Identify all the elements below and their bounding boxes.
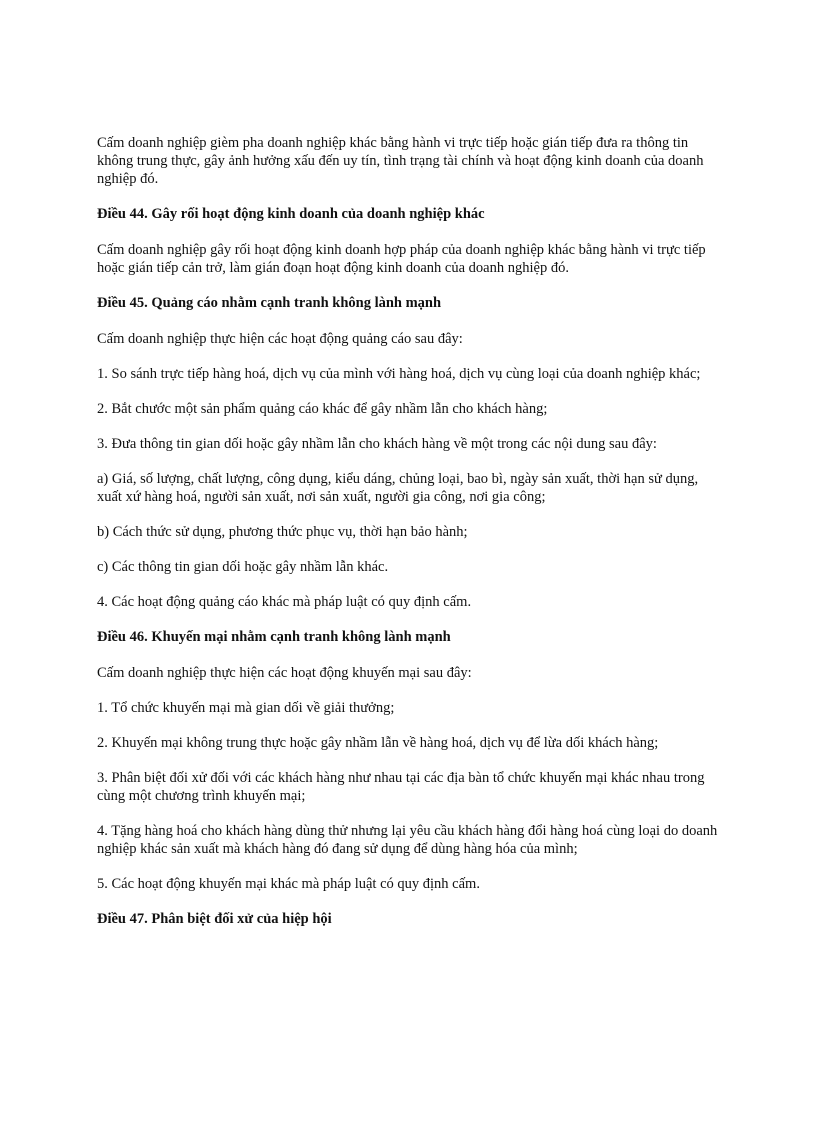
- paragraph-article-46-intro: Cấm doanh nghiệp thực hiện các hoạt động khuyến mại sau đây:: [97, 665, 472, 681]
- list-item: 1. So sánh trực tiếp hàng hoá, dịch vụ của mình với hàng hoá, dịch vụ cùng loại của doanh nghiệp khác;: [97, 366, 701, 382]
- list-item: 2. Bắt chước một sản phẩm quảng cáo khác để gây nhầm lẫn cho khách hàng;: [97, 401, 548, 417]
- document-page: [97, 134, 725, 946]
- heading-article-44: Điều 44. Gây rối hoạt động kinh doanh của doanh nghiệp khác: [97, 206, 485, 222]
- list-item: 2. Khuyến mại không trung thực hoặc gây nhầm lẫn về hàng hoá, dịch vụ để lừa dối khách hàng;: [97, 735, 659, 751]
- list-item: 3. Đưa thông tin gian dối hoặc gây nhầm lẫn cho khách hàng về một trong các nội dung sau đây:: [97, 436, 657, 452]
- paragraph-article-44: Cấm doanh nghiệp gây rối hoạt động kinh doanh hợp pháp của doanh nghiệp khác bằng hành vi trực tiếp hoặc gián tiếp cản trở, làm gián đoạn hoạt động kinh doanh của doanh nghiệp đó.: [97, 242, 706, 276]
- list-item: 4. Các hoạt động quảng cáo khác mà pháp luật có quy định cấm.: [97, 594, 472, 610]
- list-item: b) Cách thức sử dụng, phương thức phục vụ, thời hạn bảo hành;: [97, 524, 468, 540]
- paragraph-intro: Cấm doanh nghiệp gièm pha doanh nghiệp khác bằng hành vi trực tiếp hoặc gián tiếp đưa ra thông tin không trung thực, gây ảnh hưởng xấu đến uy tín, tình trạng tài chính và hoạt động kinh doanh của doanh nghiệp đó.: [97, 135, 704, 187]
- list-item: a) Giá, số lượng, chất lượng, công dụng, kiểu dáng, chủng loại, bao bì, ngày sản xuất, thời hạn sử dụng, xuất xứ hàng hoá, người sản xuất, nơi sản xuất, người gia công, nơi gia công;: [97, 471, 699, 505]
- list-item: c) Các thông tin gian dối hoặc gây nhầm lẫn khác.: [97, 559, 389, 575]
- heading-article-47: Điều 47. Phân biệt đối xử của hiệp hội: [97, 911, 332, 927]
- heading-article-45: Điều 45. Quảng cáo nhằm cạnh tranh không lành mạnh: [97, 295, 442, 311]
- paragraph-article-45-intro: Cấm doanh nghiệp thực hiện các hoạt động quảng cáo sau đây:: [97, 331, 463, 347]
- list-item: 5. Các hoạt động khuyến mại khác mà pháp luật có quy định cấm.: [97, 876, 480, 892]
- list-item: 4. Tặng hàng hoá cho khách hàng dùng thử nhưng lại yêu cầu khách hàng đổi hàng hoá cùng loại do doanh nghiệp khác sản xuất mà khách hàng đó đang sử dụng để dùng hàng hóa của mình;: [97, 823, 718, 857]
- list-item: 3. Phân biệt đối xử đối với các khách hàng như nhau tại các địa bàn tổ chức khuyến mại khác nhau trong cùng một chương trình khuyến mại;: [97, 770, 705, 804]
- list-item: 1. Tổ chức khuyến mại mà gian dối về giải thưởng;: [97, 700, 395, 716]
- heading-article-46: Điều 46. Khuyến mại nhằm cạnh tranh không lành mạnh: [97, 629, 451, 645]
